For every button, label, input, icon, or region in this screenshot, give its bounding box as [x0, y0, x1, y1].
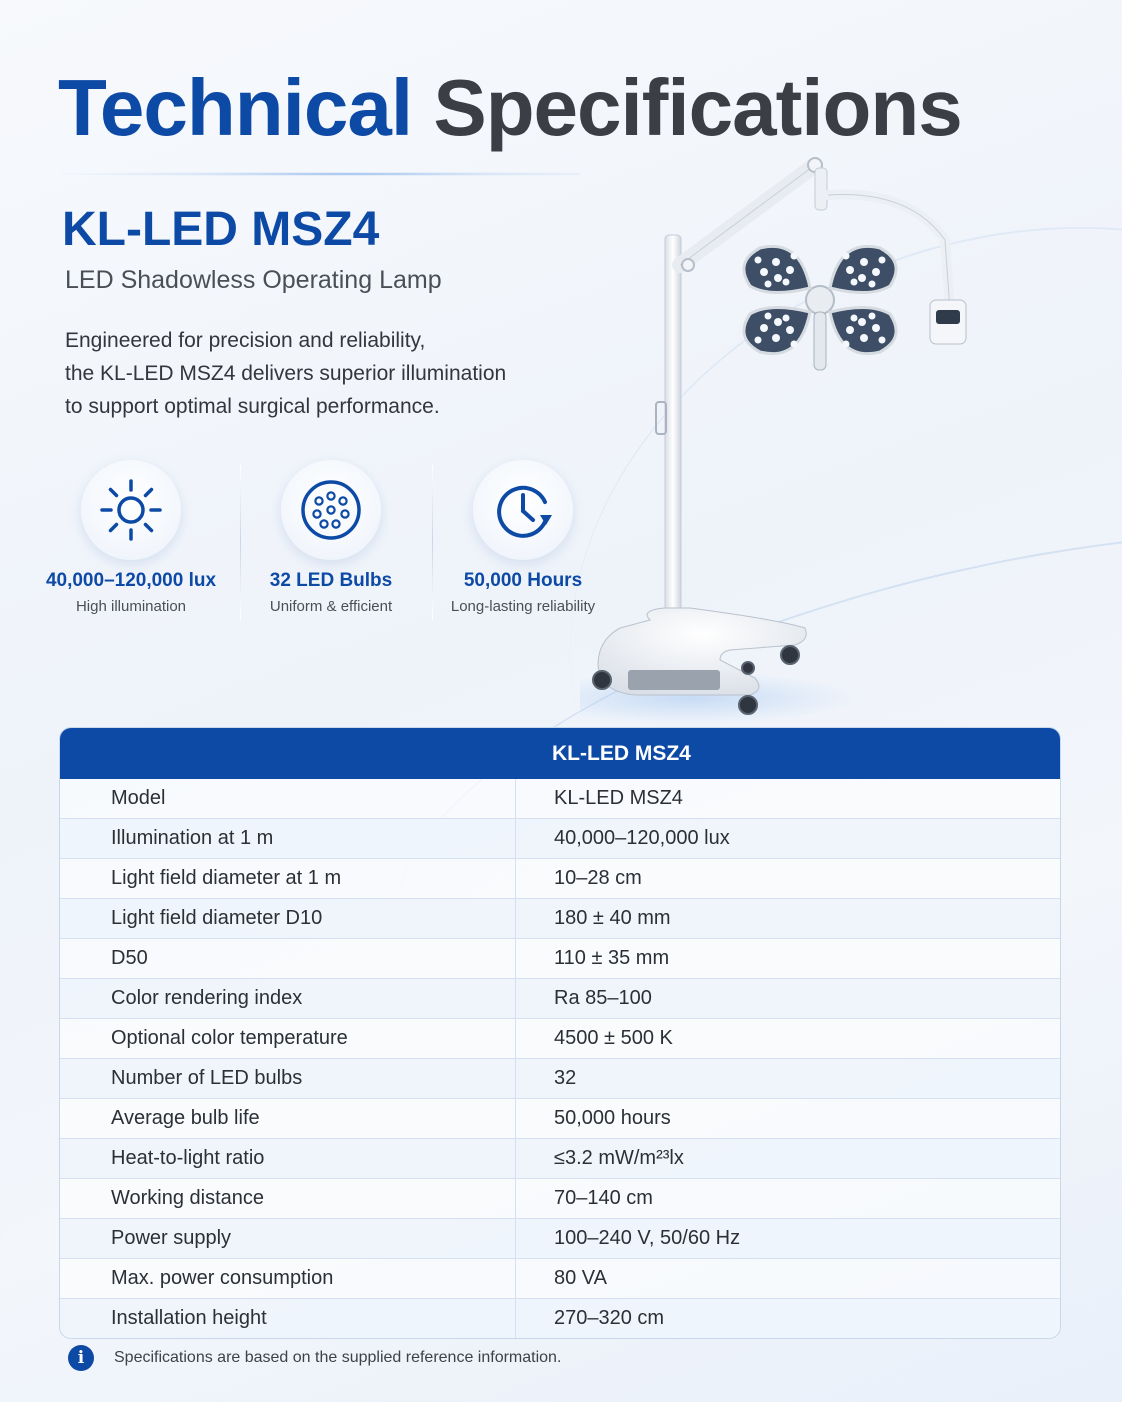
- spec-value: 270–320 cm: [554, 1307, 665, 1329]
- table-row: [60, 1178, 1060, 1218]
- spec-value: 50,000 hours: [554, 1107, 671, 1129]
- spec-table-header-label: KL-LED MSZ4: [552, 742, 691, 765]
- table-row: [60, 1218, 1060, 1258]
- spec-key: Model: [60, 779, 516, 818]
- feature-led-bulbs: [236, 460, 426, 615]
- spec-value: 4500 ± 500 K: [554, 1027, 673, 1049]
- spec-value: 10–28 cm: [554, 867, 642, 889]
- feature-label: Long-lasting reliability: [450, 598, 596, 615]
- spec-key: D50: [60, 939, 516, 978]
- spec-value: 100–240 V, 50/60 Hz: [554, 1227, 741, 1249]
- spec-value: 180 ± 40 mm: [554, 907, 671, 929]
- spec-value: 32: [554, 1067, 577, 1089]
- footnote: [68, 1345, 561, 1371]
- spec-value: 110 ± 35 mm: [554, 947, 670, 969]
- table-row: [60, 818, 1060, 858]
- feature-label: High illumination: [75, 598, 187, 615]
- spec-key: Installation height: [60, 1299, 516, 1338]
- table-row: [60, 1298, 1060, 1338]
- info-icon: i: [68, 1345, 94, 1371]
- spec-key: Average bulb life: [60, 1099, 516, 1138]
- spec-key: Light field diameter at 1 m: [60, 859, 516, 898]
- feature-value: 32 LED Bulbs: [269, 570, 393, 591]
- page-title-part1: Technical: [58, 63, 413, 152]
- spec-key: Number of LED bulbs: [60, 1059, 516, 1098]
- table-row: [60, 978, 1060, 1018]
- spec-key: Heat-to-light ratio: [60, 1139, 516, 1178]
- spec-value: 40,000–120,000 lux: [554, 827, 730, 849]
- spec-key: Color rendering index: [60, 979, 516, 1018]
- feature-illumination: [36, 460, 226, 615]
- spec-value: KL-LED MSZ4: [554, 787, 683, 809]
- table-row: [60, 1058, 1060, 1098]
- table-row: [60, 858, 1060, 898]
- product-subtitle: LED Shadowless Operating Lamp: [65, 266, 442, 294]
- spec-key: Max. power consumption: [60, 1259, 516, 1298]
- spec-key: Light field diameter D10: [60, 899, 516, 938]
- title-underline: [60, 172, 580, 176]
- table-row: [60, 1138, 1060, 1178]
- feature-value: 50,000 Hours: [463, 570, 583, 591]
- page-title-part2: Specifications: [433, 63, 962, 152]
- description-line: the KL-LED MSZ4 delivers superior illumination: [65, 362, 507, 385]
- description-line: Engineered for precision and reliability,: [65, 329, 426, 352]
- table-row: [60, 1098, 1060, 1138]
- feature-value: 40,000–120,000 lux: [45, 570, 217, 591]
- table-row: [60, 1018, 1060, 1058]
- clock-refresh-icon: [473, 460, 573, 560]
- model-name: KL-LED MSZ4: [62, 203, 380, 256]
- product-image: [580, 150, 1000, 730]
- table-row: [60, 898, 1060, 938]
- spec-key: Optional color temperature: [60, 1019, 516, 1058]
- spec-value: ≤3.2 mW/m²³lx: [554, 1147, 684, 1169]
- led-bulbs-icon: [281, 460, 381, 560]
- spec-key: Illumination at 1 m: [60, 819, 516, 858]
- spec-table-body: [60, 779, 1060, 1338]
- spec-table-header: [60, 728, 1060, 779]
- spec-value: Ra 85–100: [554, 987, 652, 1009]
- spec-value: 70–140 cm: [554, 1187, 653, 1209]
- table-row: [60, 938, 1060, 978]
- feature-label: Uniform & efficient: [269, 598, 393, 615]
- footnote-text: Specifications are based on the supplied reference information.: [114, 1349, 562, 1366]
- table-row: [60, 1258, 1060, 1298]
- sun-icon: [81, 460, 181, 560]
- table-row: [60, 779, 1060, 818]
- description-line: to support optimal surgical performance.: [65, 395, 440, 418]
- spec-key: Power supply: [60, 1219, 516, 1258]
- spec-key: Working distance: [60, 1179, 516, 1218]
- spec-table: [59, 727, 1061, 1339]
- page-title: [58, 62, 962, 154]
- spec-value: 80 VA: [554, 1267, 607, 1289]
- product-description: [65, 324, 506, 423]
